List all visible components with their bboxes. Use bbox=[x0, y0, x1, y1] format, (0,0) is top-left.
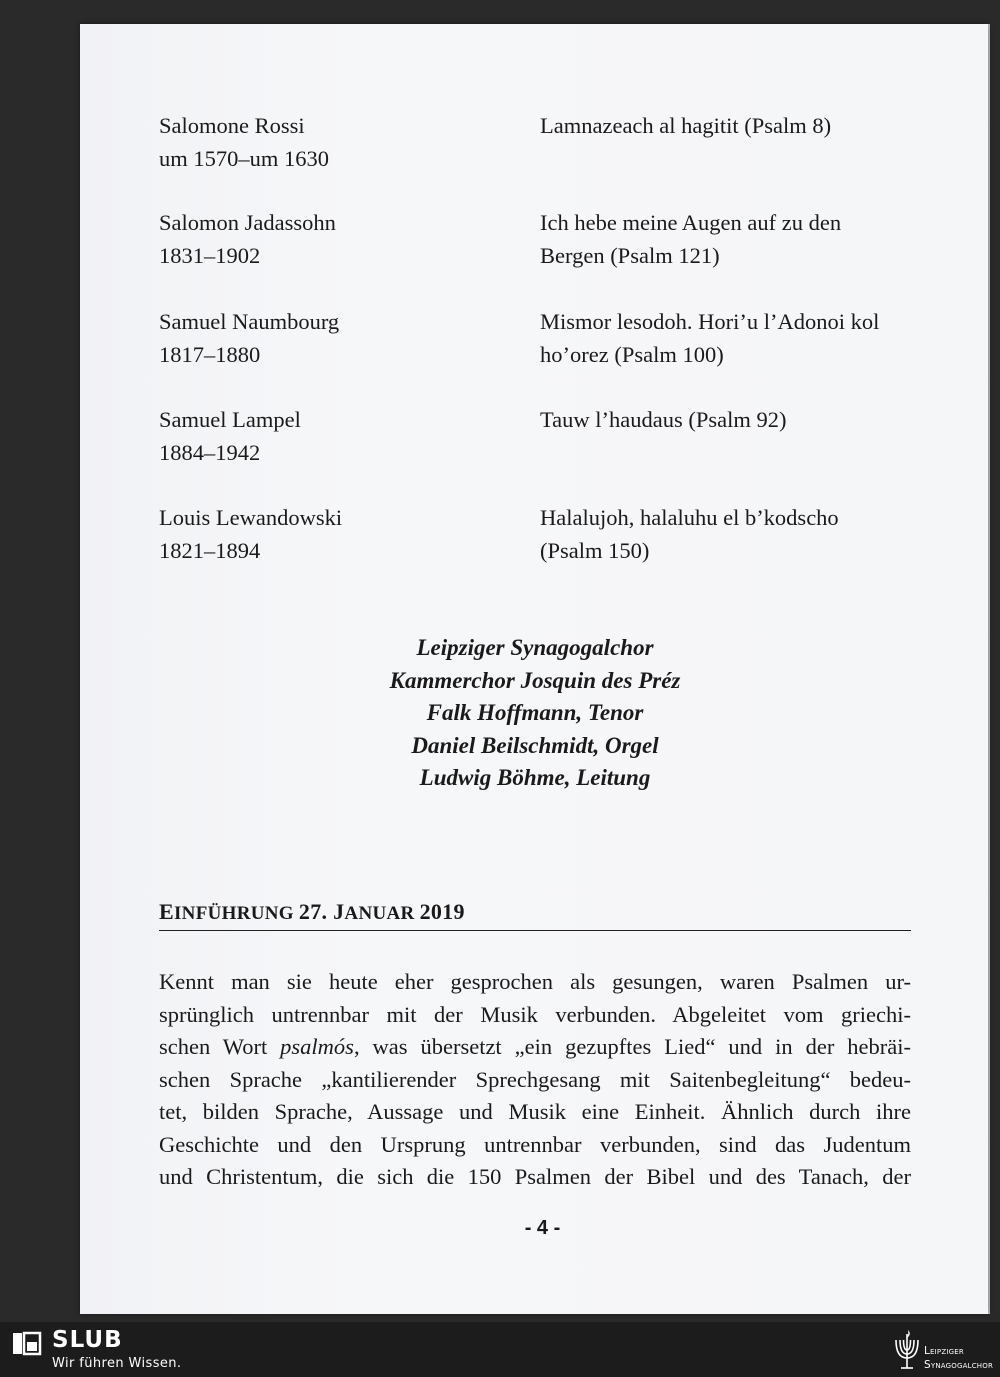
slub-logo-icon bbox=[12, 1330, 42, 1356]
work-title: Tauw l’haudaus (Psalm 92) bbox=[540, 407, 787, 432]
composer-dates: um 1570–um 1630 bbox=[159, 146, 330, 171]
heading-date: 27. bbox=[298, 899, 334, 924]
section-heading bbox=[159, 899, 911, 931]
performer-credits bbox=[159, 632, 911, 795]
slub-tagline: Wir führen Wissen. bbox=[52, 1356, 182, 1371]
partner-line: Synagogalchor bbox=[924, 1359, 994, 1371]
menorah-logo-icon bbox=[892, 1328, 922, 1372]
composer-dates: 1831–1902 bbox=[159, 243, 261, 268]
paragraph-line: sprünglich untrennbar mit der Musik verbunden. Abgeleitet vom griechi- bbox=[159, 1001, 911, 1027]
performer-line: Leipziger Synagogalchor bbox=[416, 635, 654, 660]
paragraph-line: Kennt man sie heute eher gesprochen als gesungen, waren Psalmen ur- bbox=[159, 969, 911, 994]
paragraph-line: und Christentum, die sich die 150 Psalmen der Bibel und des Tanach, der bbox=[159, 1164, 911, 1189]
composer-dates: 1817–1880 bbox=[159, 342, 261, 367]
paragraph-line bbox=[159, 1031, 911, 1064]
paragraph-line: tet, bilden Sprache, Aussage und Musik eine Einheit. Ähnlich durch ihre bbox=[159, 1099, 911, 1124]
slub-logo-text: SLUB bbox=[52, 1327, 123, 1353]
page-number: - 4 - bbox=[524, 1217, 561, 1239]
work-title: Lamnazeach al hagitit (Psalm 8) bbox=[540, 113, 832, 138]
performer-line: Falk Hoffmann, Tenor bbox=[426, 700, 644, 725]
composer-dates: 1884–1942 bbox=[159, 440, 261, 465]
composer-dates: 1821–1894 bbox=[159, 538, 261, 563]
composer-name: Salomone Rossi bbox=[159, 113, 305, 138]
performer-line: Daniel Beilschmidt, Orgel bbox=[411, 732, 659, 758]
heading-smallcaps: ANUAR bbox=[344, 903, 420, 924]
heading-initial: J bbox=[333, 899, 345, 924]
paragraph-text: , was übersetzt „ein gezupftes Lied“ und in der hebräi- bbox=[353, 1034, 911, 1059]
work-title: Halalujoh, halaluhu el b’kodscho bbox=[540, 505, 839, 530]
composer-name: Samuel Naumbourg bbox=[159, 309, 340, 334]
work-title-cont: ho’orez (Psalm 100) bbox=[540, 342, 724, 367]
intro-paragraph bbox=[159, 966, 911, 1194]
work-title-cont: (Psalm 150) bbox=[540, 538, 650, 563]
performer-line: Kammerchor Josquin des Préz bbox=[389, 667, 681, 693]
work-title: Mismor lesodoh. Hori’u l’Adonoi kol bbox=[540, 309, 880, 334]
composer-name: Salomon Jadassohn bbox=[159, 210, 336, 235]
performer-line: Ludwig Böhme, Leitung bbox=[419, 765, 651, 790]
heading-year: 2019 bbox=[419, 899, 465, 924]
paragraph-line: Geschichte und den Ursprung untrennbar verbunden, sind das Judentum bbox=[159, 1131, 911, 1157]
composer-name: Louis Lewandowski bbox=[159, 505, 343, 530]
partner-logo-text bbox=[924, 1344, 993, 1372]
paragraph-line: schen Sprache „kantilierender Sprechgesang mit Saitenbegleitung“ bedeu- bbox=[159, 1066, 911, 1092]
composer-name: Samuel Lampel bbox=[159, 407, 301, 432]
work-title-cont: Bergen (Psalm 121) bbox=[540, 243, 720, 268]
work-title: Ich hebe meine Augen auf zu den bbox=[540, 210, 842, 235]
partner-line: Leipziger bbox=[924, 1345, 964, 1357]
paragraph-text: schen Wort bbox=[159, 1034, 281, 1059]
heading-initial: E bbox=[159, 899, 174, 924]
greek-term: psalmós bbox=[280, 1034, 354, 1059]
heading-smallcaps: INFÜHRUNG bbox=[173, 903, 299, 924]
